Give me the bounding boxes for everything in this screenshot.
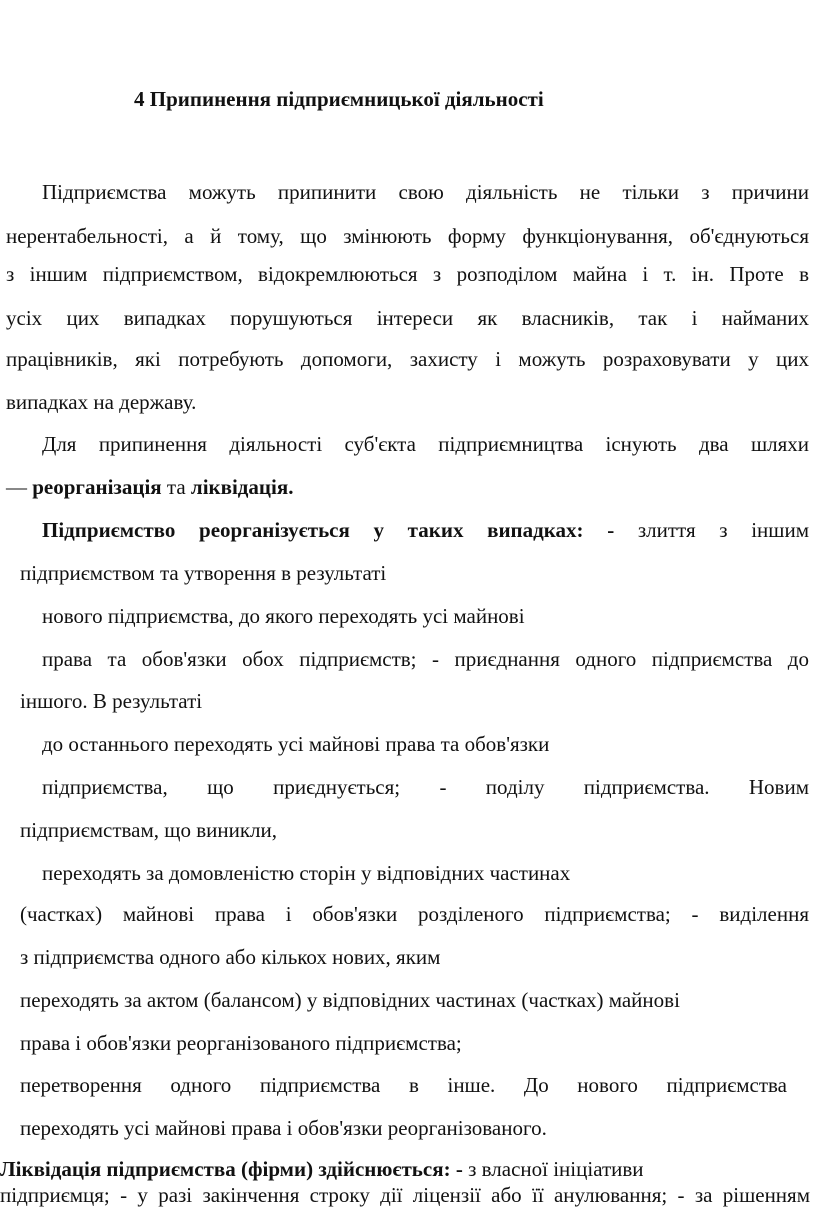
- paragraph-line: усіх цих випадках порушуються інтереси як власників, так і найманих: [6, 306, 809, 330]
- paragraph-line: переходять за домовленістю сторін у відповідних частинах: [42, 861, 571, 885]
- paragraph-line: іншого. В результаті: [20, 689, 203, 713]
- reorg-lead-rest: злиття з іншим: [637, 518, 809, 542]
- paragraph-line: з іншим підприємством, відокремлюються з розподілом майна і т. ін. Проте в: [6, 262, 809, 286]
- section-title: 4 Припинення підприємницької діяльності: [134, 87, 544, 111]
- conjunction: та: [166, 475, 186, 499]
- paragraph-line: підприємствам, що виникли,: [20, 818, 278, 842]
- paragraph-line: підприємства, що приєднується; - поділу підприємства. Новим: [42, 775, 809, 799]
- paragraph-line: з підприємства одного або кількох нових, яким: [20, 945, 441, 969]
- paragraph-line: Для припинення діяльності суб'єкта підприємництва існують два шляхи: [42, 432, 809, 456]
- paragraph-line: працівників, які потребують допомоги, захисту і можуть розраховувати у цих: [6, 347, 809, 371]
- paragraph-line: права та обов'язки обох підприємств; - приєднання одного підприємства до: [42, 647, 809, 671]
- paragraph-line: нерентабельності, а й тому, що змінюють форму функціонування, об'єднуються: [6, 224, 809, 248]
- paragraph-line: переходять за актом (балансом) у відповідних частинах (частках) майнові: [20, 988, 680, 1012]
- paragraph-line: нового підприємства, до якого переходять усі майнові: [42, 604, 525, 628]
- term-reorganization: реорганізація: [32, 475, 162, 499]
- paragraph-line: випадках на державу.: [6, 390, 197, 414]
- paragraph-line: до останнього переходять усі майнові права та обов'язки: [42, 732, 550, 756]
- paragraph-line: [0, 1155, 644, 1183]
- paragraph-line: (частках) майнові права і обов'язки розділеного підприємства; - виділення: [20, 902, 809, 926]
- term-liquidation: ліквідація.: [190, 475, 294, 499]
- paragraph-line: [42, 516, 809, 544]
- paragraph-line: перетворення одного підприємства в інше. До нового підприємства: [20, 1073, 787, 1097]
- paragraph-line: переходять усі майнові права і обов'язки реорганізованого.: [20, 1116, 547, 1140]
- paragraph-line: підприємця; - у разі закінчення строку дії ліцензії або її анулювання; - за рішенням: [0, 1183, 810, 1207]
- dash: —: [6, 475, 27, 499]
- reorg-lead: Підприємство реорганізується у таких випадках: -: [42, 518, 615, 542]
- paragraph-line: підприємством та утворення в результаті: [20, 561, 387, 585]
- paragraph-line: [6, 473, 293, 501]
- paragraph-line: права і обов'язки реорганізованого підприємства;: [20, 1031, 462, 1055]
- liquidation-lead-rest: з власної ініціативи: [468, 1157, 644, 1181]
- liquidation-lead: Ліквідація підприємства (фірми) здійснюється: -: [0, 1157, 463, 1181]
- paragraph-line: Підприємства можуть припинити свою діяльність не тільки з причини: [42, 180, 809, 204]
